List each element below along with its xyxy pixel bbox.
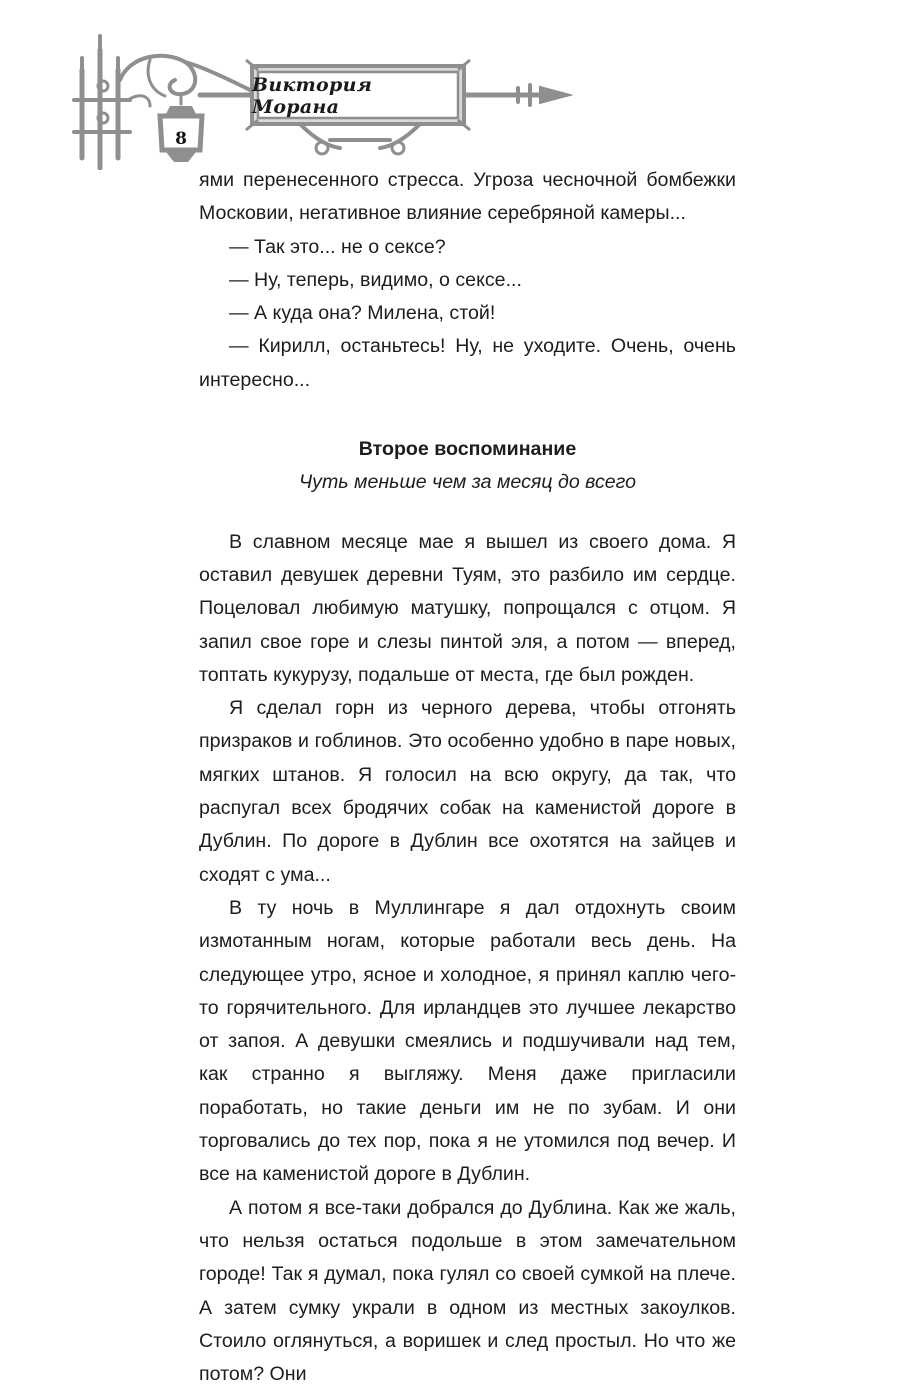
dialogue-line: — Так это... не о сексе? xyxy=(229,235,446,258)
dialogue-line: — Ну, теперь, видимо, о сексе... xyxy=(229,268,522,291)
body-paragraph: В ту ночь в Муллингаре я дал отдохнуть своим измотанным ногам, которые работали весь день. На следующее утро, ясное и холодное, я принял каплю чего-то горячительного. Для ирландцев это лучшее лекарство от запоя. А девушки смеялись и подшучивали над тем, как странно я выгляжу. Меня даже пригласили поработать, но такие деньги им не по зубам. И они торговались до тех пор, пока я не утомился под вечер. И все на каменистой дороге в Дублин. xyxy=(199,896,736,1186)
page-number: 8 xyxy=(175,129,187,149)
body-paragraph: В славном месяце мае я вышел из своего дома. Я оставил девушек деревни Туям, это разбило им сердце. Поцеловал любимую матушку, попрощался с отцом. Я запил свое горе и слезы пинтой эля, а потом — вперед, топтать кукурузу, подальше от места, где был рожден. xyxy=(199,530,736,686)
body-paragraph: Я сделал горн из черного дерева, чтобы отгонять призраков и гоблинов. Это особенно удобно в паре новых, мягких штанов. Я голосил на всю округу, да так, что распугал всех бродячих собак на каменистой дороге в Дублин. По дороге в Дублин все охотятся на зайцев и сходят с ума... xyxy=(199,697,736,886)
page-text xyxy=(199,164,736,1391)
page-header xyxy=(0,0,900,170)
section-subtitle: Чуть меньше чем за месяц до всего xyxy=(298,471,637,494)
dialogue-line: — А куда она? Милена, стой! xyxy=(229,302,496,325)
continuation-paragraph: ями перенесенного стресса. Угроза чесночной бомбежки Московии, негативное влияние серебряной камеры... xyxy=(199,169,736,225)
dialogue-line: — Кирилл, останьтесь! Ну, не уходите. Очень, очень интересно... xyxy=(199,335,736,391)
body-paragraph: А потом я все-таки добрался до Дублина. Как же жаль, что нельзя остаться подольше в этом замечательном городе! Так я думал, пока гулял со своей сумкой на плече. А затем сумку украли в одном из местных закоулков. Стоило оглянуться, а воришек и след простыл. Но что же потом? Они xyxy=(199,1196,736,1386)
running-head-author: Виктория Морана xyxy=(252,74,373,118)
section-title: Второе воспоминание xyxy=(358,438,577,461)
